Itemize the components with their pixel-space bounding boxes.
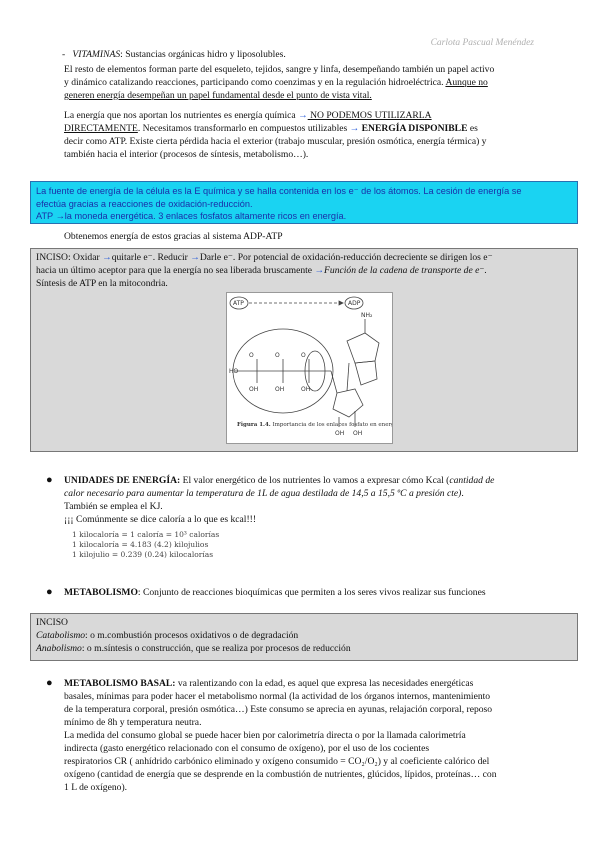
inciso-box (30, 613, 578, 661)
bullet-icon: ● (46, 677, 53, 689)
dash-bullet: - (62, 49, 73, 60)
unidades-italic: cantidad de (449, 475, 495, 486)
svg-text:Figura 1.4. Importancia de los (237, 421, 392, 428)
energy-text: . Necesitamos transformarlo en compuestos utilizables (137, 123, 350, 134)
conversion-row: 1 kilocaloría = 4.183 (4.2) kilojulios (72, 540, 209, 549)
atp-figure (226, 292, 393, 444)
metabolismo-text: : Conjunto de reacciones bioquímicas que permiten a los seres vivos realizar sus funciones (137, 587, 486, 598)
atp-structure-diagram (227, 293, 392, 443)
highlight-line: La fuente de energía de la célula es la E química y se halla contenida en los e⁻ de los átomos. La cesión de energía se (36, 186, 522, 196)
inciso-text: Darle e⁻. Por potencial de oxidación-reducción decreciente se dirigen los e⁻ (199, 252, 493, 263)
energy-bold: ENERGÍA DISPONIBLE (359, 123, 468, 134)
conversion-table (72, 530, 250, 572)
metabolismo-line (64, 586, 574, 599)
catabolismo-label: Catabolismo (36, 630, 86, 641)
arrow-icon: → (55, 211, 65, 221)
conversion-row: 1 kilojulio = 0.239 (0.24) kilocalorías (72, 550, 214, 559)
basal-text: oxígeno (cantidad de energía que se desprende en la combustión de nutrientes, glúcidos, lípidos, proteínas… con (64, 769, 497, 780)
basal-text: basales, mínimas para poder hacer el metabolismo normal (la actividad de los órganos internos, mantenimiento (64, 691, 491, 702)
intro-underlined: generen energía desempeñan un papel fundamental desde el punto de vista vital. (64, 90, 372, 101)
vitaminas-label: VITAMINAS (72, 49, 121, 60)
vitaminas-item (62, 48, 286, 61)
unidades-italic: calor necesario para aumentar la temperatura de 1L de agua destilada de 14,5 a 15,5 ºC a presión cte) (64, 488, 462, 499)
unidades-paragraph (64, 474, 564, 526)
svg-text:O: O (301, 352, 306, 359)
energy-paragraph (64, 109, 554, 161)
svg-text:OH: OH (335, 430, 345, 437)
arrow-icon: → (349, 123, 360, 134)
unidades-text: ¡¡¡ Comúnmente se dice caloría a lo que es kcal!!! (64, 514, 257, 525)
fig-label-adp: ADP (348, 300, 361, 307)
energy-text: es (467, 123, 478, 134)
fig-caption-bold: Figura 1.4. (237, 422, 271, 428)
highlight-line: la moneda energética. 3 enlaces fosfatos altamente ricos en energía. (64, 211, 347, 221)
inciso-text: INCISO: Oxidar (36, 252, 103, 263)
unidades-text: . (461, 488, 464, 499)
basal-text: La medida del consumo global se puede hacer bien por calorimetría directa o por la llamada calorimetría (64, 730, 466, 741)
anabolismo-label: Anabolismo (36, 643, 82, 654)
basal-text: respiratorios CR ( anhídrido carbónico eliminado y oxígeno consumido = CO₂/O₂) y al coeficiente calórico del (64, 756, 490, 767)
energy-text: La energía que nos aportan los nutrientes es energía química (64, 110, 299, 121)
intro-line: y dinámico catalizando reacciones, participando como coenzimas y en la regulación hidroeléctrica. (64, 77, 446, 88)
fig-caption: Importancia de los enlaces fosfato en energía. (270, 422, 392, 428)
author-name: Carlota Pascual Menéndez (430, 38, 534, 48)
svg-text:NH₂: NH₂ (361, 312, 373, 319)
vitaminas-text: : Sustancias orgánicas hidro y liposolubles. (120, 49, 286, 60)
intro-paragraph (64, 63, 564, 102)
inciso-text: quitarle e⁻. Reducir (111, 252, 191, 263)
svg-text:HO: HO (229, 368, 239, 375)
highlight-box (30, 181, 578, 224)
svg-text:OH: OH (301, 386, 311, 393)
basal-text: va ralentizando con la edad, es aquel que expresa las necesidades energéticas (175, 678, 474, 689)
svg-text:O: O (249, 352, 254, 359)
svg-text:OH: OH (275, 386, 285, 393)
unidades-text: El valor energético de los nutrientes lo vamos a expresar cómo Kcal ( (180, 475, 450, 486)
svg-text:OH: OH (353, 430, 363, 437)
inciso-text: Síntesis de ATP en la mitocondria. (36, 278, 168, 289)
svg-text:O: O (275, 352, 280, 359)
anabolismo-text: : o m.síntesis o construcción, que se realiza por procesos de reducción (81, 643, 351, 654)
basal-text: indirecta (gasto energético relacionado con el consumo de oxígeno), por el uso de los cocientes (64, 743, 430, 754)
arrow-icon: → (314, 265, 325, 276)
catabolismo-text: : o m.combustión procesos oxidativos o de degradación (85, 630, 299, 641)
inciso-title: INCISO (36, 617, 68, 628)
fig-label-atp: ATP (233, 300, 244, 307)
energy-underlined: NO PODEMOS UTILIZARLA (307, 110, 432, 121)
energy-underlined: DIRECTAMENTE (64, 123, 138, 134)
energy-text: decir como ATP. Existe cierta pérdida hacia el exterior (trabajo muscular, presión osmótica, energía térmica) y (64, 136, 487, 147)
basal-text: 1 L de oxígeno). (64, 782, 128, 793)
highlight-line: efectúa gracias a reacciones de oxidación-reducción. (36, 198, 253, 209)
highlight-line: ATP (36, 211, 56, 221)
energy-text: también hacia el interior (procesos de síntesis, metabolismo…). (64, 149, 309, 160)
arrow-icon: → (102, 252, 112, 263)
svg-text:OH: OH (249, 386, 259, 393)
bullet-icon: ● (46, 474, 53, 486)
arrow-icon: → (190, 252, 200, 263)
arrow-icon: → (298, 110, 308, 121)
basal-text: mínimo de 8h y temperatura neutra. (64, 717, 202, 728)
inciso-text: hacia un último aceptor para que la energía no sea liberada bruscamente (36, 265, 315, 276)
basal-text: de la temperatura corporal, presión osmótica…) Este consumo se aprecia en ayunas, relajación corporal, reposo (64, 704, 493, 715)
metabolismo-title: METABOLISMO (64, 587, 138, 598)
obtenemos-line: Obtenemos energía de estos gracias al sistema ADP-ATP (64, 231, 283, 242)
inciso-italic: Función de la cadena de transporte de e⁻. (324, 265, 487, 276)
unidades-title: UNIDADES DE ENERGÍA: (64, 475, 181, 486)
basal-title: METABOLISMO BASAL: (64, 678, 176, 689)
basal-paragraph (64, 677, 566, 794)
conversion-row: 1 kilocaloría = 1 caloría = 10³ calorías (72, 530, 220, 539)
intro-underlined: Aunque no (445, 77, 488, 88)
intro-line: El resto de elementos forman parte del esqueleto, tejidos, sangre y linfa, desempeñando también un papel activo (64, 64, 495, 75)
bullet-icon: ● (46, 586, 53, 598)
unidades-text: También se emplea el KJ. (64, 501, 163, 512)
